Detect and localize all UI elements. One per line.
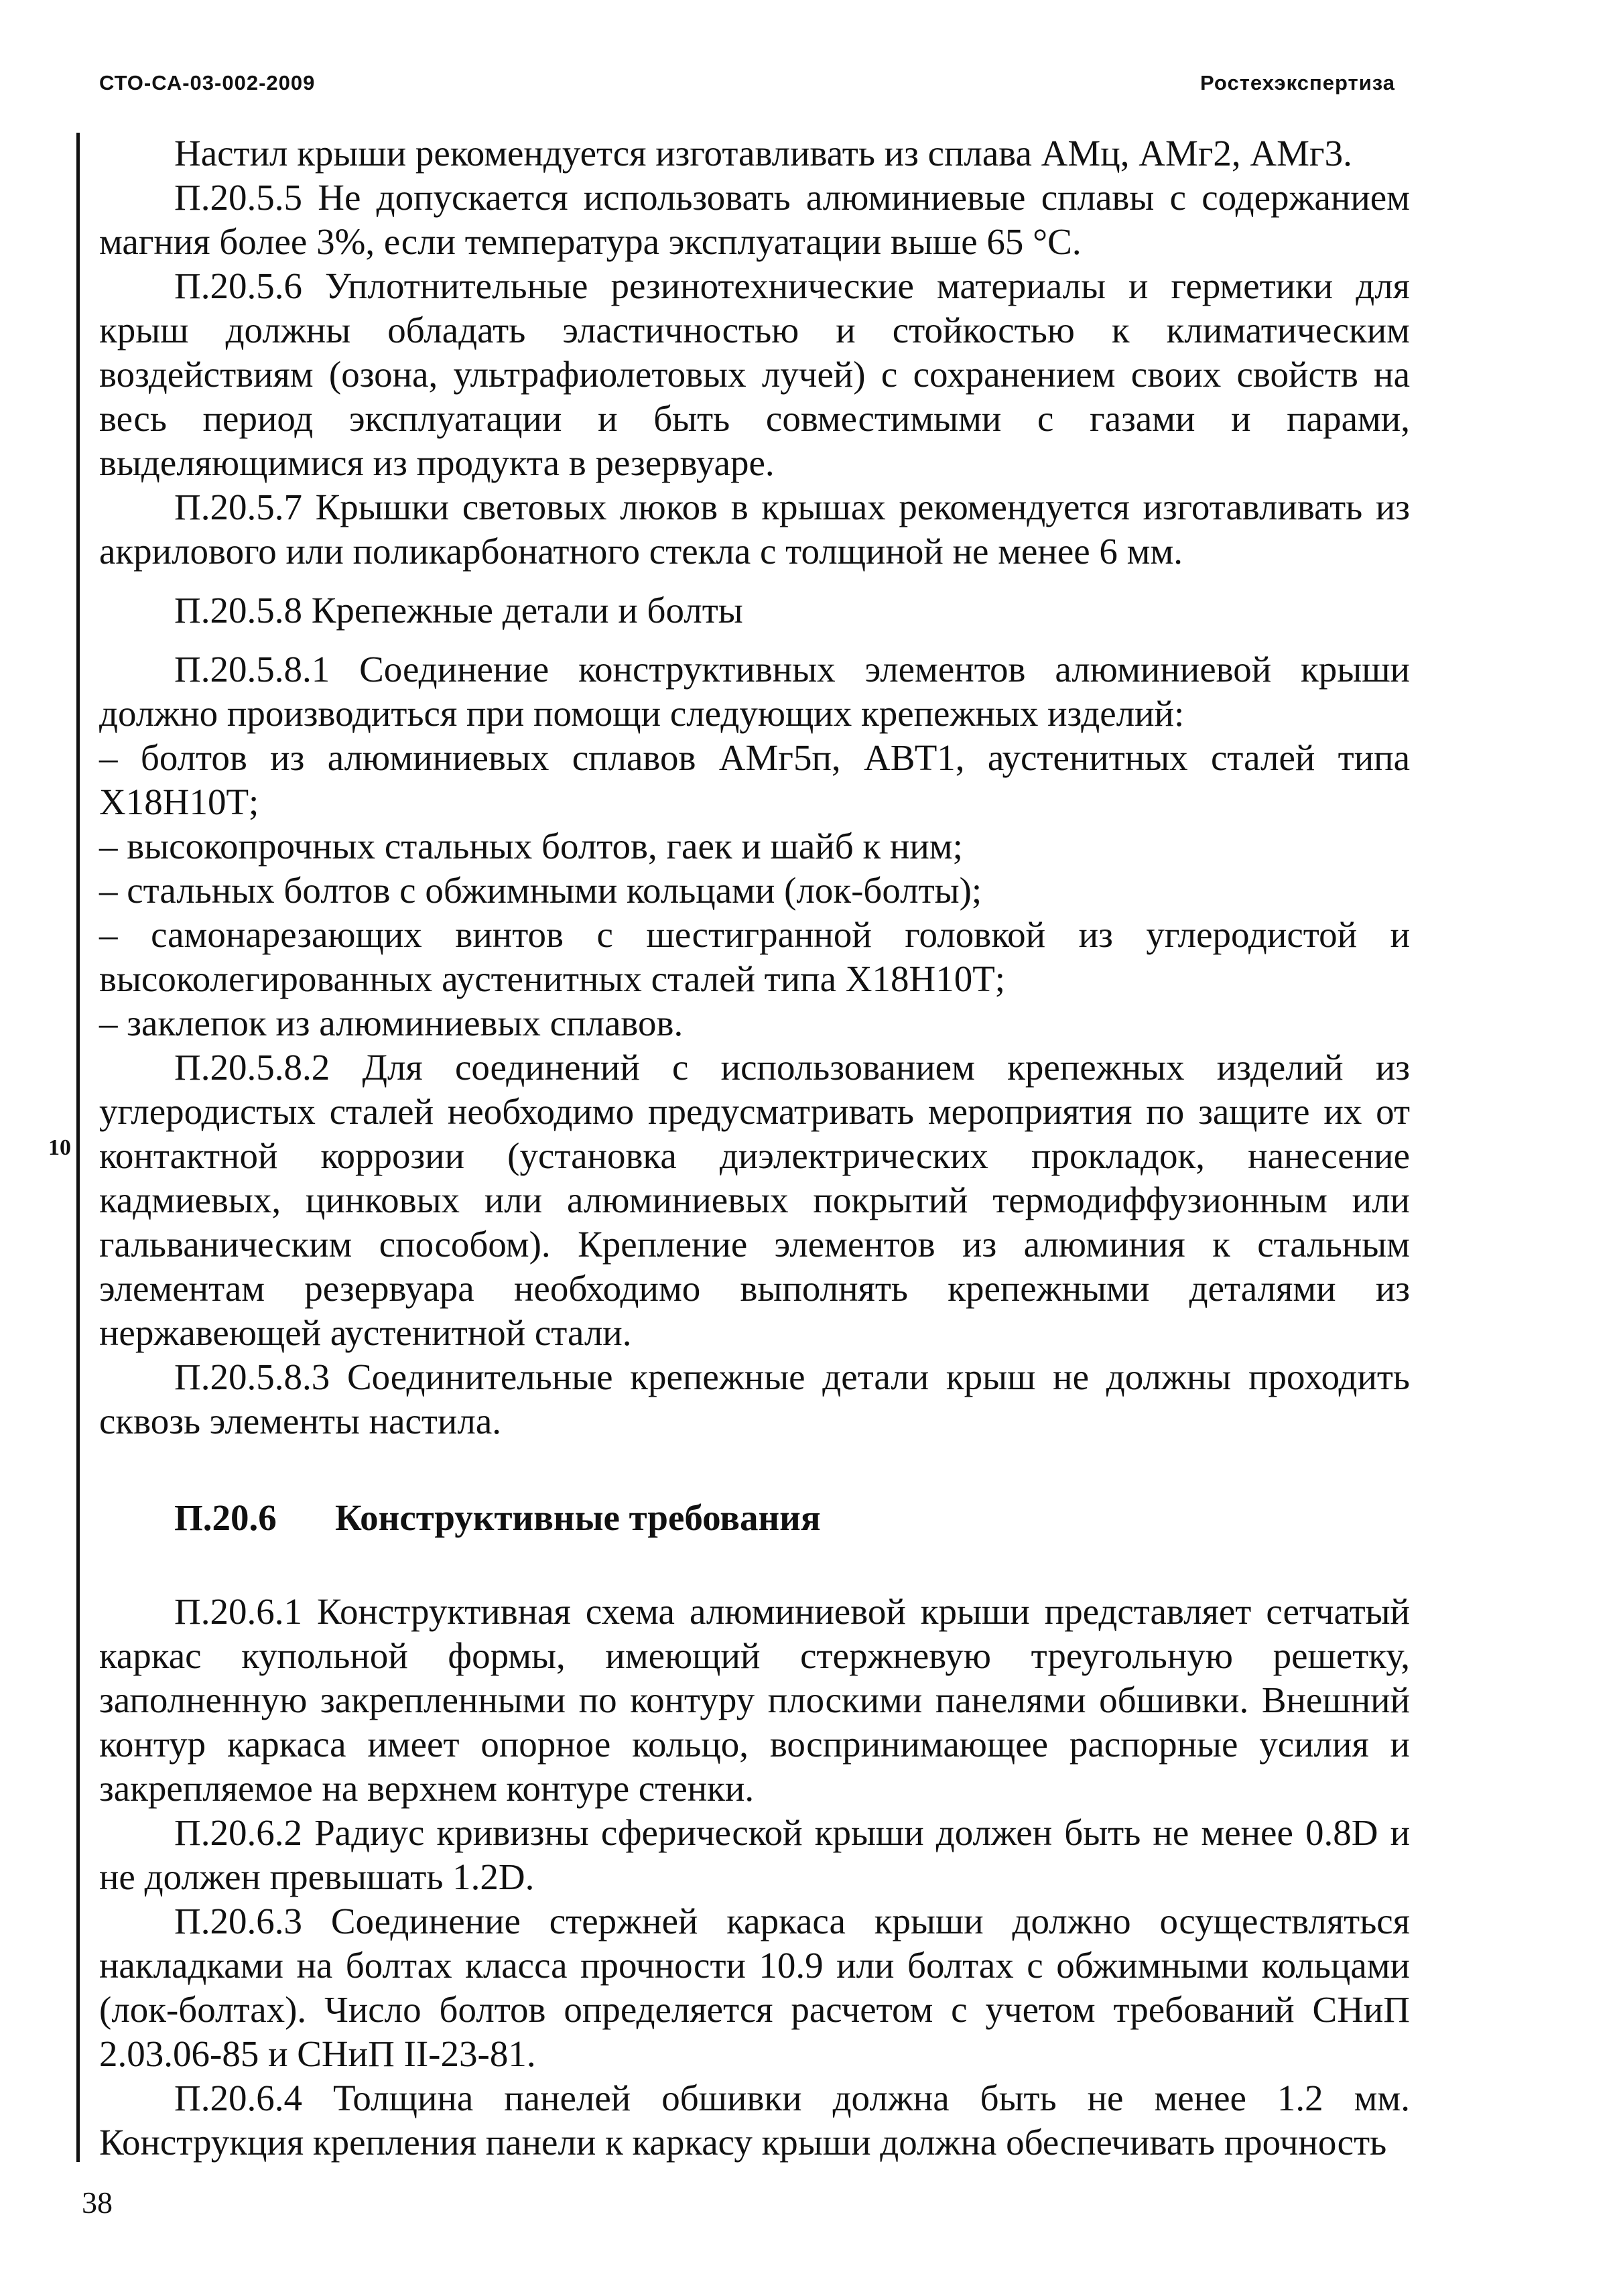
section-title: Конструктивные требования xyxy=(335,1497,821,1538)
paragraph: П.20.6.3 Соединение стержней каркаса крыши должно осуществляться накладками на болтах класса прочности 10.9 или болтах с обжимными кольцами (лок-болтах). Число болтов определяется расчетом с учетом требований СНиП 2.03.06-85 и СНиП II-23-81. xyxy=(99,1901,1410,2074)
list-item: – высокопрочных стальных болтов, гаек и шайб к ним; xyxy=(99,826,963,867)
paragraph: П.20.5.7 Крышки световых люков в крышах рекомендуется изготавливать из акрилового или поликарбонатного стекла с толщиной не менее 6 мм. xyxy=(99,487,1410,572)
paragraph: П.20.6.4 Толщина панелей обшивки должна быть не менее 1.2 мм. Конструкция крепления панели к каркасу крыши должна обеспечивать прочность xyxy=(99,2078,1410,2163)
header-doc-code: СТО-СА-03-002-2009 xyxy=(99,71,316,94)
list-item: – стальных болтов с обжимными кольцами (лок-болты); xyxy=(99,870,982,911)
paragraph: П.20.5.8.2 Для соединений с использованием крепежных изделий из углеродистых сталей необходимо предусматривать мероприятия по защите их от контактной коррозии (установка диэлектрических прокладок, нанесение кадмиевых, цинковых или алюминиевых покрытий термодиффузионным или гальваническим способом). Крепление элементов из алюминия к стальным элементам резервуара необходимо выполнять крепежными деталями из нержавеющей аустенитной стали. xyxy=(99,1047,1410,1353)
section-heading xyxy=(99,1496,1410,1540)
list-item: – самонарезающих винтов с шестигранной головкой из углеродистой и высоколегированных аустенитных сталей типа Х18Н10Т; xyxy=(99,914,1410,999)
body-text xyxy=(99,131,1410,2165)
margin-number: 10 xyxy=(48,1135,71,1160)
paragraph: П.20.6.2 Радиус кривизны сферической крыши должен быть не менее 0.8D и не должен превышать 1.2D. xyxy=(99,1812,1410,1897)
paragraph: П.20.6.1 Конструктивная схема алюминиевой крыши представляет сетчатый каркас купольной формы, имеющий стержневую треугольную решетку, заполненную закрепленными по контуру плоскими панелями обшивки. Внешний контур каркаса имеет опорное кольцо, воспринимающее распорные усилия и закрепляемое на верхнем контуре стенки. xyxy=(99,1591,1410,1809)
paragraph: П.20.5.8.1 Соединение конструктивных элементов алюминиевой крыши должно производиться при помощи следующих крепежных изделий: xyxy=(99,649,1410,734)
paragraph: Настил крыши рекомендуется изготавливать из сплава АМц, АМг2, АМг3. xyxy=(174,133,1352,174)
paragraph: П.20.5.5 Не допускается использовать алюминиевые сплавы с содержанием магния более 3%, если температура эксплуатации выше 65 °С. xyxy=(99,177,1410,262)
paragraph: П.20.5.6 Уплотнительные резинотехнические материалы и герметики для крыш должны обладать эластичностью и стойкостью к климатическим воздействиям (озона, ультрафиолетовых лучей) с сохранением своих свойств на весь период эксплуатации и быть совместимыми с газами и парами, выделяющимися из продукта в резервуаре. xyxy=(99,265,1410,483)
section-number: П.20.6 xyxy=(174,1497,277,1538)
list-item: – болтов из алюминиевых сплавов АМг5п, АВТ1, аустенитных сталей типа Х18Н10Т; xyxy=(99,737,1410,822)
page-number: 38 xyxy=(82,2185,113,2220)
change-bar xyxy=(76,133,80,2162)
paragraph: П.20.5.8.3 Соединительные крепежные детали крыш не должны проходить сквозь элементы настила. xyxy=(99,1356,1410,1442)
header-organization: Ростехэкспертиза xyxy=(1200,71,1395,94)
list-item: – заклепок из алюминиевых сплавов. xyxy=(99,1003,684,1043)
paragraph-subheading: П.20.5.8 Крепежные детали и болты xyxy=(174,590,743,631)
